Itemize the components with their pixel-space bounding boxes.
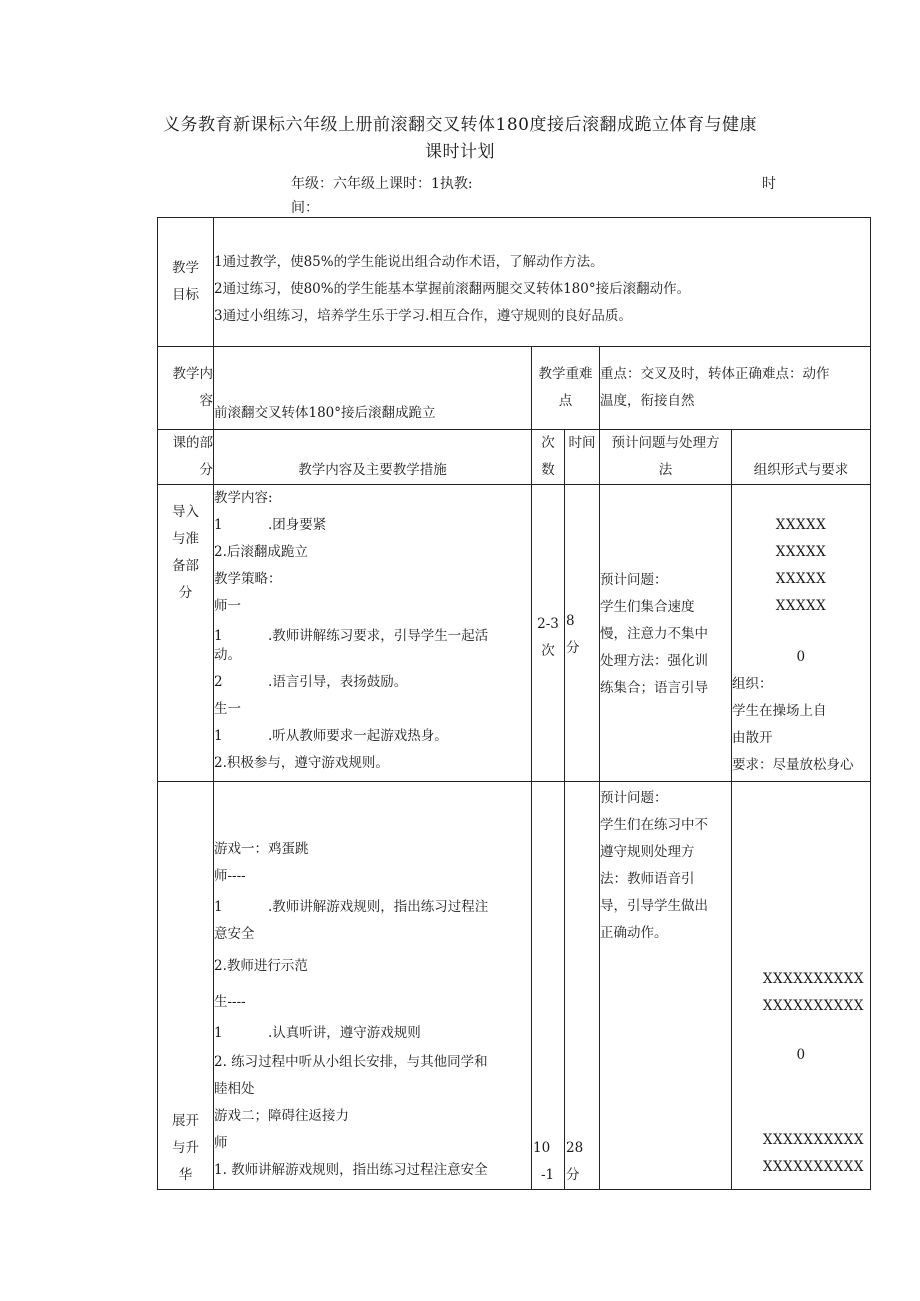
- col-header-times-2: 数: [541, 462, 555, 478]
- intro-line: [214, 723, 531, 750]
- section-intro-row: [158, 485, 871, 782]
- intro-part-4: 分: [178, 585, 193, 601]
- intro-num: 1: [214, 728, 223, 744]
- key-points-label-1: 教学重难: [538, 366, 593, 382]
- org-requirement: 要求：尽量放松身心: [732, 757, 854, 773]
- intro-line: [214, 669, 531, 696]
- objectives-label-2: 目标: [172, 287, 199, 303]
- main-num: 1: [214, 899, 223, 915]
- time-label: 时: [762, 176, 776, 192]
- main-line: 师: [214, 1135, 228, 1151]
- intro-line: 动。: [214, 647, 241, 663]
- objectives-label: [158, 218, 214, 347]
- main-duration: [565, 782, 600, 1190]
- teacher-position-mark: 0: [796, 1047, 806, 1063]
- content-label: [158, 347, 214, 430]
- lesson-plan-table: [157, 217, 871, 1190]
- content-row: [158, 347, 871, 430]
- intro-problem-line: 预计问题：: [600, 572, 668, 588]
- main-line: 意安全: [214, 926, 255, 942]
- col-header-duration: [565, 430, 600, 485]
- intro-problem-line: 练集合；语言引导: [600, 680, 708, 696]
- intro-part-label: [158, 485, 214, 782]
- main-times-1: 10: [533, 1140, 551, 1156]
- intro-text: .教师讲解练习要求，引导学生一起活: [268, 628, 489, 644]
- main-problem-line: 正确动作。: [600, 925, 668, 941]
- intro-measures: [214, 485, 532, 782]
- intro-part-3: 备部: [172, 558, 199, 574]
- main-line: 2.教师进行示范: [214, 958, 308, 974]
- col-header-part-2: 分: [199, 462, 213, 478]
- main-times-2: -1: [541, 1167, 555, 1183]
- objectives-label-1: 教学: [172, 260, 199, 276]
- key-points-text-1: 重点：交叉及时，转体正确难点：动作: [600, 366, 830, 382]
- col-header-problems-2: 法: [658, 462, 673, 478]
- intro-duration: [565, 485, 600, 782]
- intro-duration-2: 分: [566, 640, 580, 656]
- main-line: 游戏一：鸡蛋跳: [214, 841, 309, 857]
- main-line: 生----: [214, 994, 246, 1010]
- intro-part-1: 导入: [172, 504, 199, 520]
- intro-line: [214, 625, 531, 647]
- formation-row: XXXXXXXXXX: [762, 1132, 865, 1148]
- main-line: 游戏二；障碍往返接力: [214, 1108, 349, 1124]
- intro-line: 2.积极参与，遵守游戏规则。: [214, 755, 389, 771]
- key-points-label-2: 点: [558, 393, 573, 409]
- formation-row: XXXXXXXXXX: [762, 1159, 865, 1175]
- col-header-times-1: 次: [541, 435, 555, 451]
- main-problem-line: 学生们在练习中不: [600, 817, 708, 833]
- main-measures: [214, 782, 532, 1190]
- main-line: 2. 练习过程中听从小组长安排，与其他同学和: [214, 1054, 488, 1070]
- col-header-times: [532, 430, 565, 485]
- intro-text: .语言引导，表扬鼓励。: [268, 674, 408, 690]
- main-times: [532, 782, 565, 1190]
- main-line: [214, 894, 531, 921]
- main-problems: [600, 782, 732, 1190]
- org-label: 组织：: [732, 676, 773, 692]
- intro-problems: [600, 485, 732, 782]
- main-problem-line: 导，引导学生做出: [600, 898, 708, 914]
- intro-organization: [732, 485, 871, 782]
- intro-times: [532, 485, 565, 782]
- intro-part-2: 与准: [172, 531, 199, 547]
- main-part-3: 华: [178, 1167, 193, 1183]
- intro-line: 生一: [214, 701, 241, 717]
- col-header-organization-text: 组织形式与要求: [753, 462, 849, 478]
- intro-text: .听从教师要求一起游戏热身。: [268, 728, 448, 744]
- formation-row: XXXXX: [775, 517, 827, 533]
- main-organization: [732, 782, 871, 1190]
- formation-row: XXXXXXXXXX: [762, 971, 865, 987]
- main-problem-line: 法：教师语音引: [600, 871, 695, 887]
- objectives-row: [158, 218, 871, 347]
- objective-item: 3通过小组练习，培养学生乐于学习.相互合作，遵守规则的良好品质。: [214, 307, 632, 324]
- main-part-2: 与升: [172, 1140, 199, 1156]
- key-points-text: [600, 347, 871, 430]
- intro-text: .团身要紧: [268, 517, 327, 533]
- objectives-content: [214, 218, 871, 347]
- column-header-row: [158, 430, 871, 485]
- intro-num: 2: [214, 674, 223, 690]
- col-header-part: [158, 430, 214, 485]
- intro-times-1: 2-3: [537, 616, 559, 632]
- content-text: [214, 347, 532, 430]
- page-subtitle: 课时计划: [425, 142, 495, 162]
- main-duration-1: 28: [566, 1140, 584, 1156]
- main-part-label: [158, 782, 214, 1190]
- intro-line: 师一: [214, 598, 241, 614]
- main-text: .认真听讲，遵守游戏规则: [268, 1025, 421, 1041]
- main-num: 1: [214, 1025, 223, 1041]
- main-line: 1. 教师讲解游戏规则，指出练习过程注意安全: [214, 1162, 488, 1178]
- page-title: 义务教育新课标六年级上册前滚翻交叉转体180度接后滚翻成跪立体育与健康: [163, 115, 757, 135]
- main-part-1: 展开: [172, 1113, 199, 1129]
- main-line: 睦相处: [214, 1081, 255, 1097]
- section-main-row: [158, 782, 871, 1190]
- key-points-label: [532, 347, 600, 430]
- key-points-text-2: 温度，衔接自然: [600, 393, 695, 409]
- grade-info: 年级：六年级上课时：1执教:: [291, 176, 473, 192]
- main-text: .教师讲解游戏规则，指出练习过程注: [268, 899, 489, 915]
- intro-duration-1: 8: [566, 613, 575, 629]
- intro-line: 教学策略：: [214, 571, 282, 587]
- main-problem-line: 预计问题：: [600, 790, 668, 806]
- objective-item: 1通过教学，使85%的学生能说出组合动作术语，了解动作方法。: [214, 253, 604, 270]
- formation-row: XXXXXXXXXX: [762, 998, 865, 1014]
- main-line: 师----: [214, 868, 246, 884]
- content-text-line: 前滚翻交叉转体180°接后滚翻成跪立: [214, 405, 436, 421]
- content-label-2: 容: [199, 393, 213, 409]
- col-header-measures: [214, 430, 532, 485]
- content-label-1: 教学内: [172, 366, 213, 382]
- intro-num: 1: [214, 628, 223, 644]
- main-problem-line: 遵守规则处理方: [600, 844, 695, 860]
- col-header-problems-1: 预计问题与处理方: [611, 435, 720, 451]
- org-text: 由散开: [732, 730, 773, 746]
- time-label-cont: 间：: [291, 200, 319, 216]
- objective-item: 2通过练习，使80%的学生能基本掌握前滚翻两腿交叉转体180°接后滚翻动作。: [214, 280, 691, 297]
- col-header-organization: [732, 430, 871, 485]
- intro-times-2: 次: [541, 643, 555, 659]
- intro-line: 2.后滚翻成跪立: [214, 544, 308, 560]
- formation-row: XXXXX: [775, 598, 827, 614]
- col-header-problems: [600, 430, 732, 485]
- col-header-part-1: 课的部: [172, 435, 213, 451]
- teacher-position-mark: 0: [796, 649, 806, 665]
- intro-line: [214, 512, 531, 539]
- intro-problem-line: 慢，注意力不集中: [600, 626, 708, 642]
- org-text: 学生在操场上自: [732, 703, 827, 719]
- intro-line: 教学内容:: [214, 490, 273, 506]
- intro-problem-line: 学生们集合速度: [600, 599, 695, 615]
- col-header-measures-text: 教学内容及主要教学措施: [298, 462, 447, 478]
- main-duration-2: 分: [566, 1167, 580, 1183]
- col-header-duration-text: 时间: [568, 435, 596, 451]
- main-line: [214, 1020, 531, 1047]
- intro-problem-line: 处理方法：强化训: [600, 653, 708, 669]
- formation-row: XXXXX: [775, 571, 827, 587]
- formation-row: XXXXX: [775, 544, 827, 560]
- intro-num: 1: [214, 517, 223, 533]
